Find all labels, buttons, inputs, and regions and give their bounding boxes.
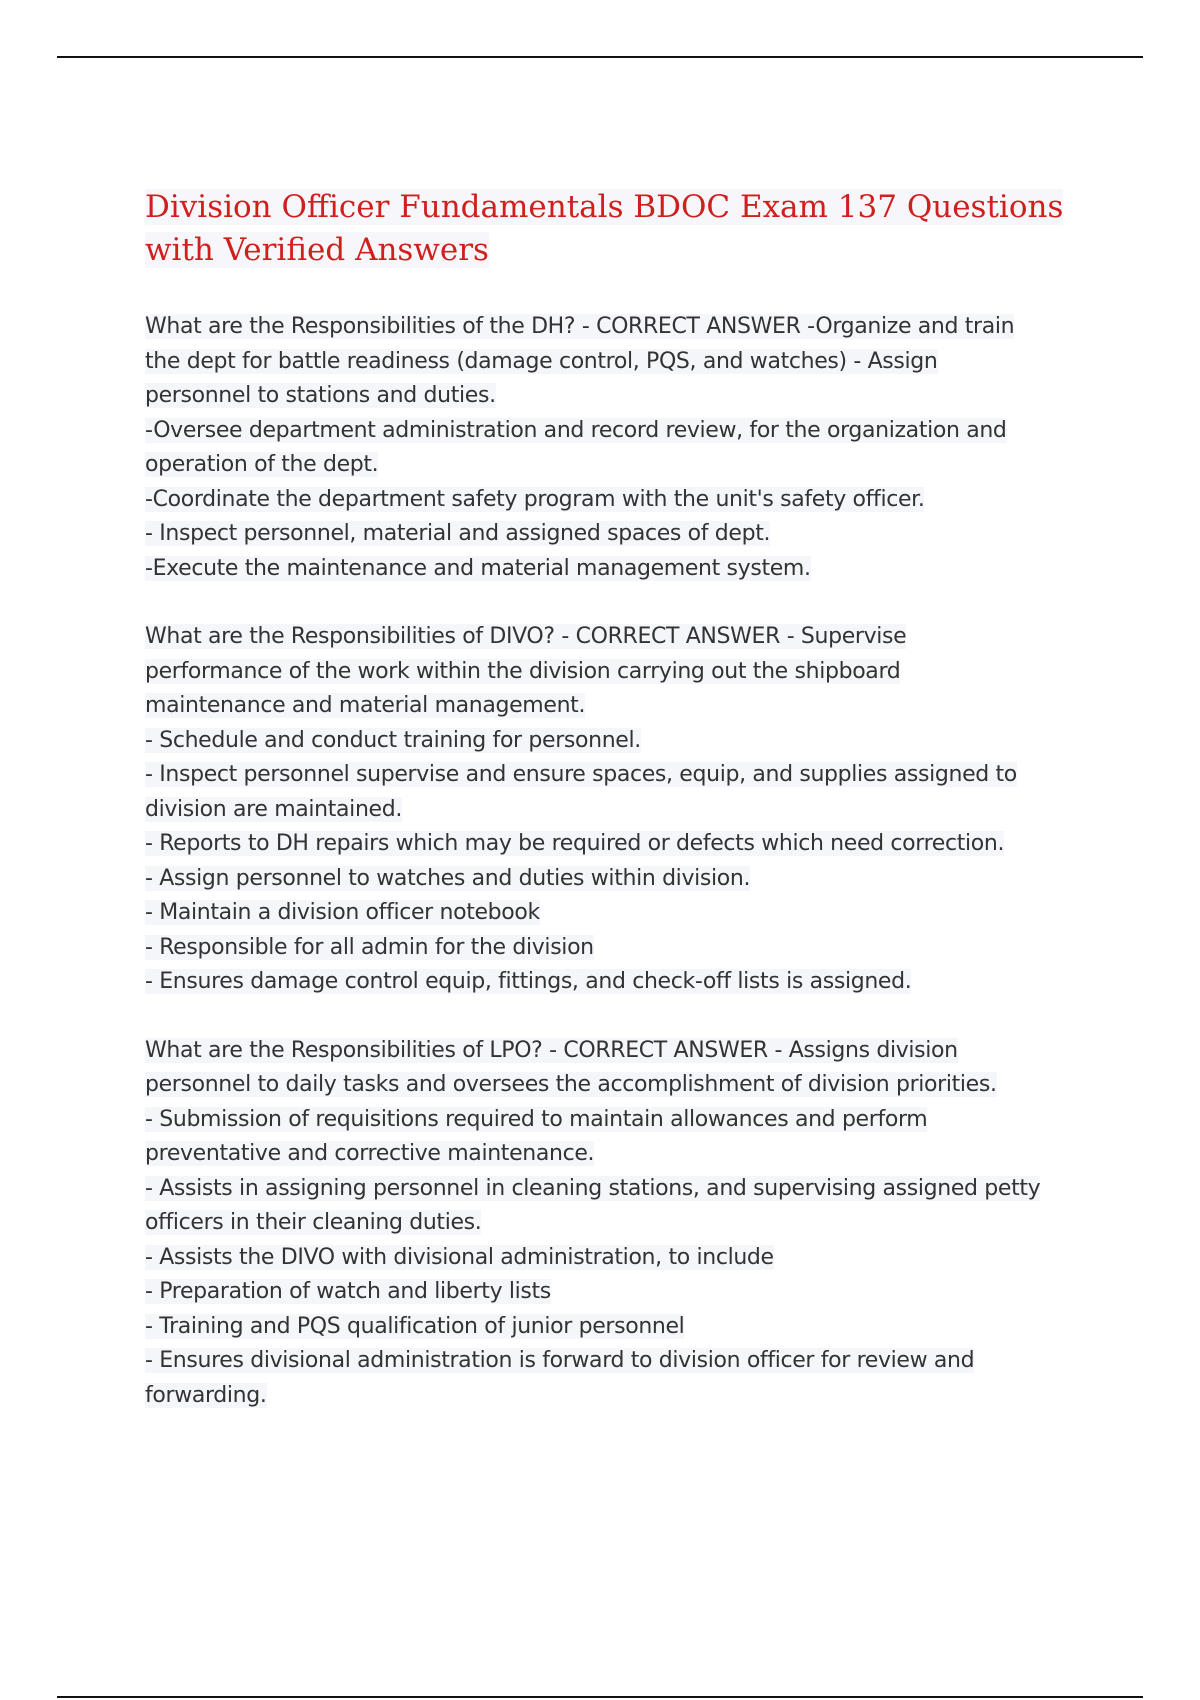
qa-line: - Submission of requisitions required to maintain allowances and perform: [145, 1106, 928, 1132]
qa-line: What are the Responsibilities of LPO? - CORRECT ANSWER - Assigns division: [145, 1037, 958, 1063]
footer-rule: [57, 1696, 1143, 1698]
qa-block-divo: [145, 620, 1095, 1000]
qa-line: - Ensures divisional administration is forward to division officer for review and: [145, 1348, 975, 1373]
qa-line: officers in their cleaning duties.: [145, 1210, 482, 1235]
document-title: [145, 186, 1095, 272]
qa-block-dh: [145, 310, 1095, 586]
qa-line: - Inspect personnel, material and assigned spaces of dept.: [145, 521, 771, 546]
qa-line: - Assists the DIVO with divisional administration, to include: [145, 1244, 774, 1270]
qa-line: maintenance and material management.: [145, 693, 586, 718]
qa-line: - Preparation of watch and liberty lists: [145, 1279, 551, 1304]
document-content: [145, 186, 1095, 1447]
qa-block-lpo: [145, 1034, 1095, 1414]
qa-line: - Reports to DH repairs which may be required or defects which need correction.: [145, 831, 1005, 856]
qa-line: - Schedule and conduct training for personnel.: [145, 727, 641, 753]
qa-line: What are the Responsibilities of DIVO? - CORRECT ANSWER - Supervise: [145, 624, 907, 649]
qa-line: What are the Responsibilities of the DH? - CORRECT ANSWER -Organize and train: [145, 314, 1015, 339]
qa-line: -Coordinate the department safety program with the unit's safety officer.: [145, 486, 925, 512]
title-line-1: Division Officer Fundamentals BDOC Exam 137 Questions: [145, 189, 1064, 225]
qa-line: division are maintained.: [145, 796, 402, 822]
qa-line: - Responsible for all admin for the division: [145, 934, 594, 960]
qa-line: - Assists in assigning personnel in cleaning stations, and supervising assigned petty: [145, 1175, 1041, 1201]
qa-line: -Execute the maintenance and material management system.: [145, 555, 811, 581]
qa-line: preventative and corrective maintenance.: [145, 1141, 595, 1166]
qa-line: - Training and PQS qualification of junior personnel: [145, 1313, 685, 1339]
qa-line: personnel to daily tasks and oversees the accomplishment of division priorities.: [145, 1072, 997, 1097]
qa-line: operation of the dept.: [145, 452, 379, 477]
qa-line: the dept for battle readiness (damage control, PQS, and watches) - Assign: [145, 348, 938, 374]
qa-line: - Ensures damage control equip, fittings, and check-off lists is assigned.: [145, 969, 912, 994]
qa-line: performance of the work within the division carrying out the shipboard: [145, 658, 901, 684]
qa-line: - Assign personnel to watches and duties within division.: [145, 865, 751, 891]
header-rule: [57, 56, 1143, 58]
qa-line: - Inspect personnel supervise and ensure spaces, equip, and supplies assigned to: [145, 762, 1017, 787]
qa-line: - Maintain a division officer notebook: [145, 900, 540, 925]
qa-line: personnel to stations and duties.: [145, 383, 496, 408]
title-line-2: with Verified Answers: [145, 232, 489, 268]
qa-line: forwarding.: [145, 1382, 267, 1408]
qa-line: -Oversee department administration and record review, for the organization and: [145, 417, 1007, 443]
